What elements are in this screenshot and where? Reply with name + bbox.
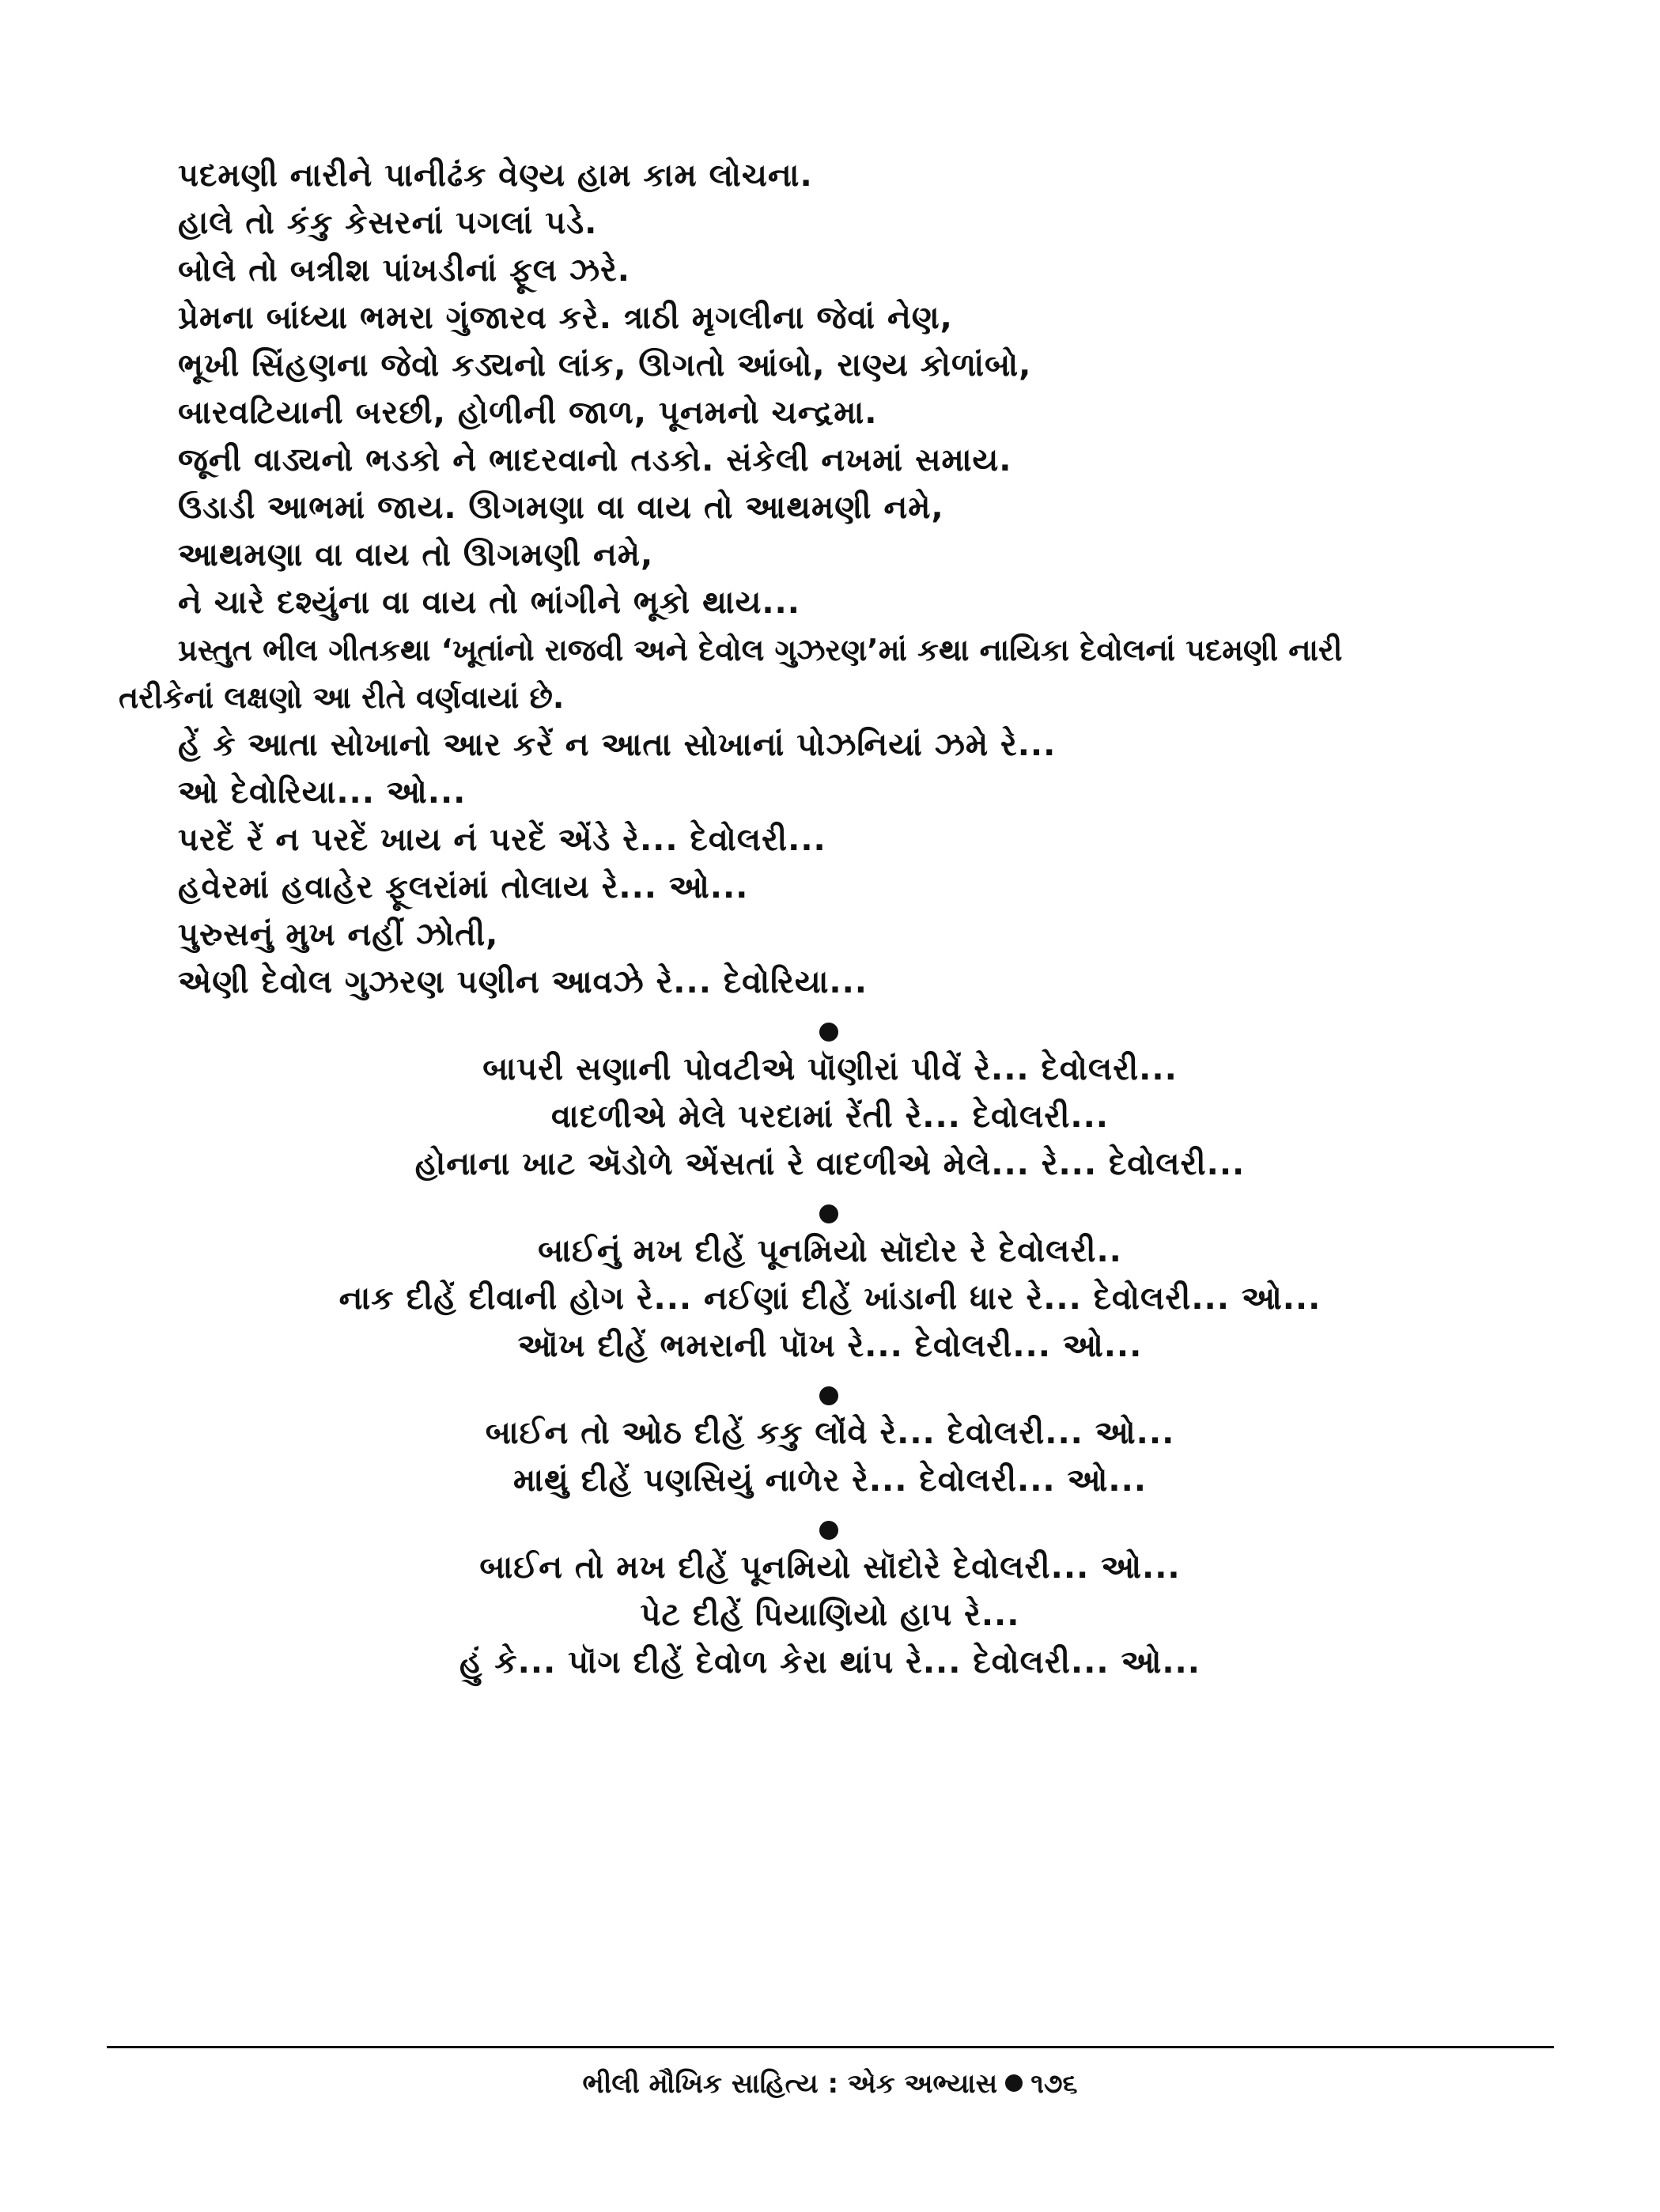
poem-line: પદમણી નારીને પાનીઢંક વેણ્ય હામ કામ લોચના.: [178, 157, 813, 194]
song-line: હવેરમાં હવાહેર ફૂલરાંમાં તોલાય રે... ઓ...: [178, 869, 749, 906]
stanza-line: નાક દીહેં દીવાની હોગ રે... નઈણાં દીહેં ખાંડાની ધાર રે... દેવોલરી... ઓ...: [338, 1280, 1322, 1317]
stanza-bullet: [819, 1386, 838, 1405]
footer-rule: [107, 2046, 1554, 2048]
poem-line: હાલે તો કંકુ કેસરનાં પગલાં પડે.: [178, 205, 598, 241]
song-line: પરદેં રેં ન પરદેં ખાય નં પરદેં એંડે રે... દેવોલરી...: [178, 822, 826, 858]
footer-book-title: ભીલી મૌખિક સાહિત્ય : એક અભ્યાસ: [582, 2068, 998, 2100]
poem-line: પ્રેમના બાંધ્યા ભમરા ગુંજારવ કરે. ત્રાઠી મૃગલીના જેવાં નેણ,: [178, 300, 953, 336]
bullet-icon: [1005, 2074, 1023, 2092]
page-number: ૧૭૬: [1030, 2068, 1078, 2100]
stanza-bullet: [819, 1204, 838, 1223]
song-line: ઓ દેવોરિયા... ઓ...: [178, 774, 467, 811]
stanza-line: બાપરી સણાની પોવટીએ પૉણીરાં પીવેં રે... દેવોલરી...: [482, 1051, 1178, 1087]
prose-paragraph-line: તરીકેનાં લક્ષણો આ રીતે વર્ણવાયાં છે.: [119, 680, 565, 715]
song-line: હેં કે આતા સોખાનો આર કરેં ન આતા સોખાનાં પોઝનિયાં ઝમે રે...: [178, 727, 1057, 763]
poem-line: ને ચારે દશ્યુંના વા વાય તો ભાંગીને ભૂકો થાય...: [178, 584, 800, 621]
stanza-line: બાઈનું મખ દીહેં પૂનમિયો સૉદોર રે દેવોલરી..: [538, 1233, 1122, 1269]
stanza-line: બાઈન તો મખ દીહેં પૂનમિયો સૉદોરે દેવોલરી... ઓ...: [479, 1549, 1181, 1586]
poem-line: બારવટિયાની બરછી, હોળીની જાળ, પૂનમનો ચન્દ્રમા.: [178, 395, 878, 431]
page-footer: [0, 2064, 1660, 2104]
poem-line: આથમણા વા વાય તો ઊગમણી નમે,: [178, 537, 654, 573]
poem-line: બોલે તો બત્રીશ પાંખડીનાં ફૂલ ઝરે.: [178, 252, 630, 289]
stanza-line: હોનાના ખાટ ઍડોળે એંસતાં રે વાદળીએ મેલે... રે... દેવોલરી...: [414, 1146, 1246, 1182]
stanza-line: હું કે... પૉગ દીહેં દેવોળ કેરા થાંપ રે... દેવોલરી... ઓ...: [459, 1644, 1201, 1681]
song-line: એણી દેવોલ ગુઝરણ પણીન આવઝે રે... દેવોરિયા...: [178, 964, 868, 1000]
stanza-line: માથું દીહેં પણસિયું નાળેર રે... દેવોલરી... ઓ...: [513, 1462, 1147, 1499]
poem-line: ઉડાડી આભમાં જાય. ઊગમણા વા વાય તો આથમણી નમે,: [178, 490, 944, 526]
stanza-line: પેટ દીહેં પિયાણિયો હાપ રે...: [640, 1597, 1020, 1633]
stanza-bullet: [819, 1521, 838, 1540]
poem-line: ભૂખી સિંહણના જેવો કડ્યનો લાંક, ઊગતો આંબો, રાણ્ય કોળાંબો,: [178, 347, 1032, 384]
stanza-line: ઑખ દીહેં ભમરાની પૉખ રે... દેવોલરી... ઓ...: [517, 1328, 1143, 1364]
prose-paragraph-line: પ્રસ્તુત ભીલ ગીતકથા ‘ખૂતાંનો રાજવી અને દેવોલ ગુઝરણ’માં કથા નાયિકા દેવોલનાં પદમણી નારી: [178, 633, 1343, 667]
poem-line: જૂની વાડ્યનો ભડકો ને ભાદરવાનો તડકો. સંકેલી નખમાં સમાય.: [178, 442, 1012, 478]
song-line: પુરુસનું મુખ નહીં ઝોતી,: [178, 917, 499, 953]
stanza-bullet: [819, 1023, 838, 1042]
stanza-line: વાદળીએ મેલે પરદામાં રેંતી રે... દેવોલરી...: [550, 1098, 1109, 1135]
stanza-line: બાઈન તો ઓઠ દીહેં કકુ લોંવે રે... દેવોલરી... ઓ...: [485, 1415, 1175, 1451]
